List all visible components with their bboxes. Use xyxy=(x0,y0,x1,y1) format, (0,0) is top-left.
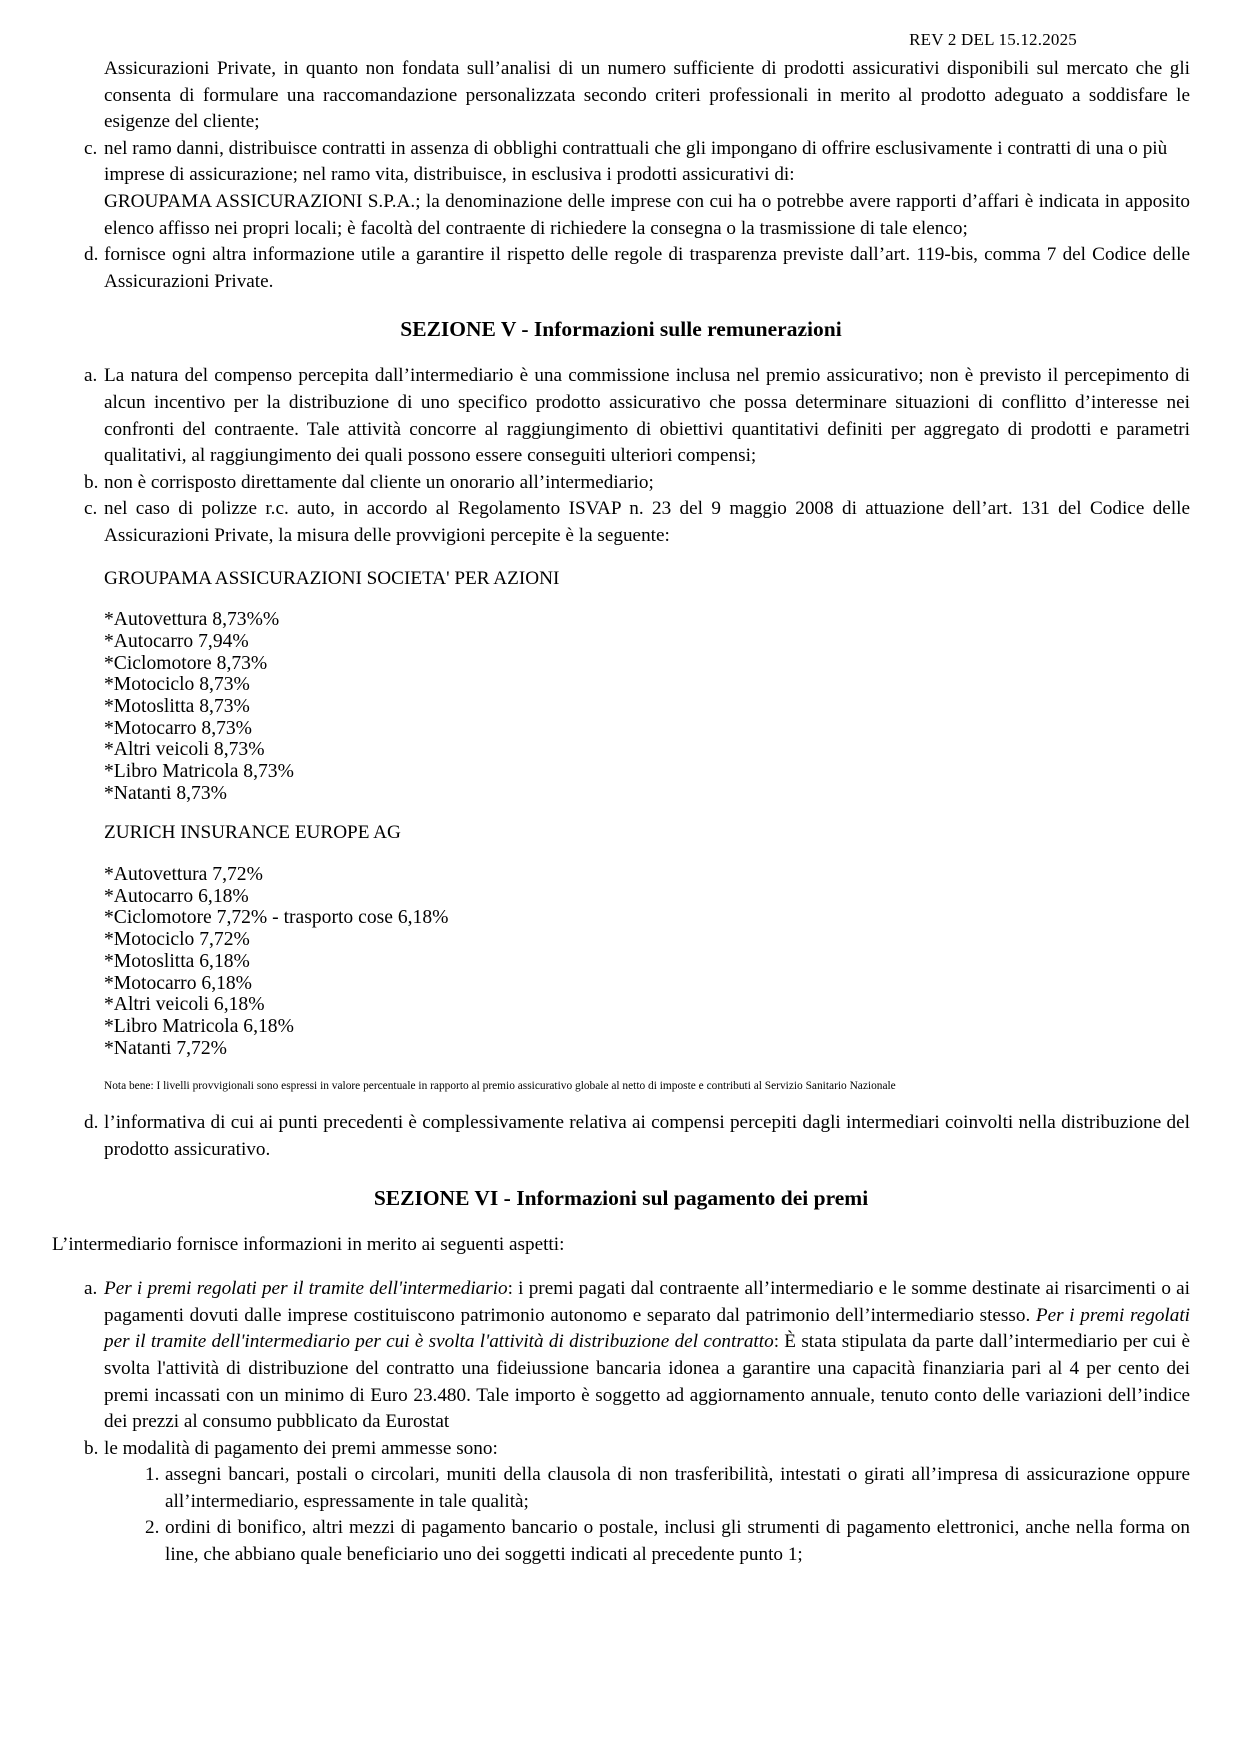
list-marker: 2. xyxy=(145,1517,160,1539)
company-name-zurich: ZURICH INSURANCE EUROPE AG xyxy=(104,822,401,844)
list-marker: a. xyxy=(84,1278,98,1300)
list-marker: 1. xyxy=(145,1464,160,1486)
footnote: Nota bene: I livelli provvigionali sono espressi in valore percentuale in rapporto al premio assicurativo globale al netto di imposte e contributi al Servizio Sanitario Nazionale xyxy=(104,1080,896,1093)
rate-line: *Motociclo 8,73% xyxy=(104,674,250,696)
section6-lead: L’intermediario fornisce informazioni in merito ai seguenti aspetti: xyxy=(52,1233,565,1255)
rate-line: *Ciclomotore 8,73% xyxy=(104,652,268,674)
section6-item-b xyxy=(52,1436,1190,1463)
item-text: assegni bancari, postali o circolari, muniti della clausola di non trasferibilità, intestati o girati all’impresa di assicurazione oppure all’intermediario, espressamente in tale qualità; xyxy=(165,1464,1190,1512)
item-text: ordini di bonifico, altri mezzi di pagamento bancario o postale, inclusi gli strumenti di pagamento elettronici, anche nella forma on line, che abbiano quale beneficiario uno dei soggetti indicati al precedente punto 1; xyxy=(165,1517,1190,1566)
section6-subitem-2 xyxy=(52,1515,1190,1568)
rate-line: *Autocarro 7,94% xyxy=(104,630,249,652)
item-text: nel ramo danni, distribuisce contratti in assenza di obblighi contrattuali che gli impongano di offrire esclusivamente i contratti di una o più imprese di assicurazione; nel ramo vita, distribuisce, in esclusiva i prodotti assicurativi di: xyxy=(104,137,1168,186)
rates-list-zurich xyxy=(52,864,1190,1059)
list-marker: d. xyxy=(84,1112,99,1134)
rates-list-groupama xyxy=(52,609,1190,804)
rate-line: *Altri veicoli 8,73% xyxy=(104,739,265,761)
item-text: nel caso di polizze r.c. auto, in accordo al Regolamento ISVAP n. 23 del 9 maggio 2008 di attuazione dell’art. 131 del Codice delle Assicurazioni Private, la misura delle provvigioni percepite è la seguente: xyxy=(104,498,1190,546)
rate-line: *Altri veicoli 6,18% xyxy=(104,994,265,1016)
rate-line: *Natanti 8,73% xyxy=(104,782,227,804)
rate-line: *Motociclo 7,72% xyxy=(104,929,250,951)
italic-phrase: Per i premi regolati per il tramite dell'intermediario xyxy=(104,1278,508,1300)
section5-item-a xyxy=(52,363,1190,469)
section6-subitem-1 xyxy=(52,1462,1190,1515)
list-marker: c. xyxy=(84,137,98,159)
section6-item-a xyxy=(52,1276,1190,1436)
item-text: non è corrisposto direttamente dal cliente un onorario all’intermediario; xyxy=(104,471,654,493)
item-text: La natura del compenso percepita dall’intermediario è una commissione inclusa nel premio assicurativo; non è previsto il percepimento di alcun incentivo per la distribuzione di uno specifico prodotto assicurativo che possa determinare situazioni di conflitto d’interesse nei confronti del contraente. Tale attività concorre al raggiungimento di obiettivi quantitativi definiti per aggregato di prodotti e parametri qualitativi, al raggiungimento dei quali possono essere conseguiti ulteriori compensi; xyxy=(104,365,1190,467)
intro-item-d xyxy=(52,242,1190,295)
rate-line: *Libro Matricola 6,18% xyxy=(104,1015,294,1037)
section5-item-b xyxy=(52,470,1190,497)
rate-line: *Motoslitta 6,18% xyxy=(104,950,250,972)
rate-line: *Autovettura 7,72% xyxy=(104,864,263,886)
rate-line: *Motocarro 8,73% xyxy=(104,717,253,739)
section-5-title: SEZIONE V - Informazioni sulle remunerazioni xyxy=(400,317,842,342)
company-name-groupama: GROUPAMA ASSICURAZIONI SOCIETA' PER AZIONI xyxy=(104,567,560,589)
list-marker: d. xyxy=(84,244,99,266)
revision-header: REV 2 DEL 15.12.2025 xyxy=(909,30,1077,49)
list-marker: b. xyxy=(84,1437,99,1459)
list-marker: c. xyxy=(84,498,98,520)
item-text: le modalità di pagamento dei premi ammesse sono: xyxy=(104,1437,498,1459)
section5-item-c xyxy=(52,496,1190,549)
section5-item-d xyxy=(52,1110,1190,1163)
intro-continuation: Assicurazioni Private, in quanto non fondata sull’analisi di un numero sufficiente di prodotti assicurativi disponibili sul mercato che gli consenta di formulare una raccomandazione personalizzata secondo criteri professionali in merito al prodotto adeguato a soddisfare le esigenze del cliente; xyxy=(104,58,1190,133)
rate-line: *Autovettura 8,73%% xyxy=(104,609,280,631)
document-body xyxy=(52,56,1190,1569)
item-text-2: GROUPAMA ASSICURAZIONI S.P.A.; la denominazione delle imprese con cui ha o potrebbe avere rapporti d’affari è indicata in apposito elenco affisso nei propri locali; è facoltà del contraente di richiedere la consegna o la trasmissione di tale elenco; xyxy=(104,190,1190,239)
rate-line: *Motocarro 6,18% xyxy=(104,972,253,994)
section-6-title: SEZIONE VI - Informazioni sul pagamento dei premi xyxy=(373,1185,869,1210)
item-text: : i premi pagati dal contraente all’intermediario e le somme destinate ai risarcimenti o ai pagamenti dovuti dalle imprese costituiscono patrimonio autonomo e separato dal patrimonio dell’intermediario stesso. xyxy=(104,1278,1190,1326)
intro-item-c xyxy=(52,136,1190,242)
italic-phrase: Per i premi regolati per il tramite dell'intermediario per cui è svolta l'attività di distribuzione del contratto xyxy=(104,1304,1190,1353)
item-text: fornisce ogni altra informazione utile a garantire il rispetto delle regole di trasparenza previste dall’art. 119-bis, comma 7 del Codice delle Assicurazioni Private. xyxy=(104,244,1190,292)
rate-line: *Natanti 7,72% xyxy=(104,1037,227,1059)
list-marker: b. xyxy=(84,471,99,493)
list-marker: a. xyxy=(84,365,98,387)
rate-line: *Autocarro 6,18% xyxy=(104,885,249,907)
rate-line: *Ciclomotore 7,72% - trasporto cose 6,18% xyxy=(104,907,449,929)
rate-line: *Motoslitta 8,73% xyxy=(104,695,250,717)
item-text: : È stata stipulata da parte dall’intermediario per cui è svolta l'attività di distribuzione del contratto una fideiussione bancaria idonea a garantire una capacità finanziaria pari al 4 per cento dei premi incassati con un minimo di Euro 23.480. Tale importo è soggetto ad aggiornamento annuale, tenuto conto delle variazioni dell’indice dei prezzi al consumo pubblicato da Eurostat xyxy=(104,1331,1190,1433)
rate-line: *Libro Matricola 8,73% xyxy=(104,761,294,783)
item-text: l’informativa di cui ai punti precedenti è complessivamente relativa ai compensi percepiti dagli intermediari coinvolti nella distribuzione del prodotto assicurativo. xyxy=(104,1112,1190,1160)
